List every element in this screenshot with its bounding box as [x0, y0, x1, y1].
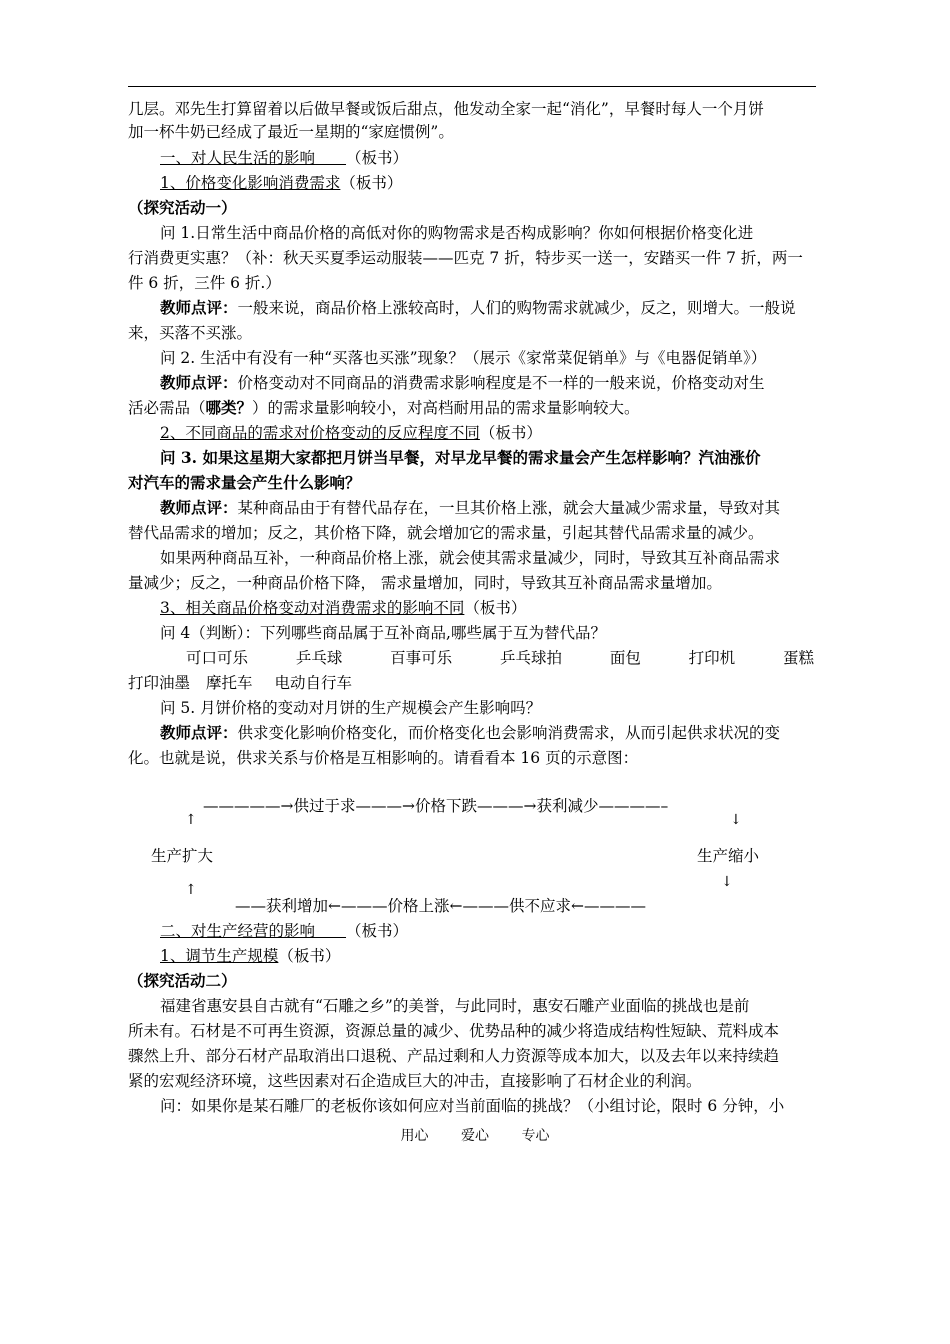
diagram-left-label: 生产扩大 — [151, 847, 214, 865]
diagram-right-label: 生产缩小 — [697, 847, 760, 865]
subheading-1-1: 1、价格变化影响消费需求（板书） — [160, 174, 403, 192]
header-rule — [128, 86, 816, 87]
list-item: 乒乓球 — [295, 649, 343, 667]
question-3-cont: 对汽车的需求量会产生什么影响？ — [128, 473, 361, 492]
paragraph-line: 骤然上升、部分石材产品取消出口退税、产品过剩和人力资源等成本加大，以及去年以来持续趋 — [128, 1047, 780, 1065]
question-5: 问 5. 月饼价格的变动对月饼的生产规模会产生影响吗？ — [160, 699, 542, 717]
teacher-comment-5-cont: 化。也就是说，供求关系与价格是互相影响的。请看看本 16 页的示意图： — [128, 749, 639, 767]
paragraph-line: 紧的宏观经济环境，这些因素对石企造成巨大的冲击，直接影响了石材企业的利润。 — [128, 1072, 702, 1090]
teacher-comment-3: 教师点评：某种商品由于有替代品存在，一旦其价格上涨，就会大量减少需求量，导致对其 — [160, 498, 781, 517]
up-arrow-icon: ↑ — [185, 882, 197, 898]
teacher-comment-3-cont: 替代品需求的增加；反之，其价格下降，就会增加它的需求量，引起其替代品需求量的减少。 — [128, 524, 764, 542]
paragraph-line: 如果两种商品互补，一种商品价格上涨，就会使其需求量减少，同时，导致其互补商品需求 — [160, 549, 781, 567]
question-1: 问 1.日常生活中商品价格的高低对你的购物需求是否构成影响？你如何根据价格变化进 — [160, 224, 754, 242]
activity-label-2: （探究活动二） — [128, 971, 237, 990]
list-item: 打印机 — [688, 649, 736, 667]
up-arrow-icon: ↑ — [185, 812, 197, 828]
teacher-comment-1: 教师点评：一般来说，商品价格上涨较高时，人们的购物需求就减少，反之，则增大。一般说 — [160, 298, 796, 317]
list-item: 打印油墨 — [128, 674, 191, 692]
page-footer — [0, 1125, 950, 1145]
teacher-comment-2-cont: 活必需品（哪类？）的需求量影响较小，对高档耐用品的需求量影响较大。 — [128, 398, 640, 417]
question-4: 问 4（判断）：下列哪些商品属于互补商品,哪些属于互为替代品？ — [160, 624, 606, 642]
question-1-cont: 行消费更实惠？（补：秋天买夏季运动服装——匹克 7 折，特步买一送一，安踏买一件 7 折，两一 — [128, 249, 803, 267]
teacher-comment-1-cont: 来，买落不买涨。 — [128, 324, 253, 342]
paragraph-line: 福建省惠安县自古就有“石雕之乡”的美誉，与此同时，惠安石雕产业面临的挑战也是前 — [160, 997, 750, 1015]
paragraph-line: 所未有。石材是不可再生资源，资源总量的减少、优势品种的减少将造成结构性短缺、荒料成本 — [128, 1022, 780, 1040]
down-arrow-icon: ↓ — [721, 874, 733, 890]
paragraph-line: 量减少；反之，一种商品价格下降， 需求量增加，同时，导致其互补商品需求量增加。 — [128, 574, 722, 592]
activity-label-1: （探究活动一） — [128, 198, 237, 217]
paragraph-line: 几层。邓先生打算留着以后做早餐或饭后甜点，他发动全家一起“消化”，早餐时每人一个月饼 — [128, 100, 764, 118]
diagram-top-row: —————→供过于求———→价格下跌———→获利减少————– — [203, 797, 669, 815]
teacher-comment-2: 教师点评：价格变动对不同商品的消费需求影响程度是不一样的一般来说，价格变动对生 — [160, 373, 765, 392]
product-list-row-1 — [186, 647, 814, 669]
list-item: 蛋糕 — [782, 649, 814, 667]
list-item: 百事可乐 — [390, 649, 453, 667]
down-arrow-icon: ↓ — [730, 812, 742, 828]
list-item: 摩托车 — [206, 674, 253, 692]
list-item: 电动自行车 — [274, 674, 353, 692]
footer-word: 专心 — [521, 1128, 550, 1144]
question-6: 问：如果你是某石雕厂的老板你该如何应对当前面临的挑战？（小组讨论，限时 6 分钟，小 — [160, 1097, 785, 1115]
list-item: 面包 — [609, 649, 641, 667]
question-1-cont: 件 6 折，三件 6 折.） — [128, 274, 281, 292]
question-2: 问 2. 生活中有没有一种“买落也买涨”现象？（展示《家常菜促销单》与《电器促销单》） — [160, 349, 767, 367]
paragraph-line: 加一杯牛奶已经成了最近一星期的“家庭惯例”。 — [128, 123, 454, 141]
subheading-1-3: 3、相关商品价格变动对消费需求的影响不同（板书） — [160, 599, 527, 617]
diagram-bottom-row: ——获利增加←———价格上涨←———供不应求←———— — [235, 897, 646, 915]
footer-word: 用心 — [400, 1128, 429, 1144]
teacher-comment-5: 教师点评：供求变化影响价格变化，而价格变化也会影响消费需求，从而引起供求状况的变 — [160, 723, 781, 742]
subheading-2-1: 1、调节生产规模（板书） — [160, 947, 341, 965]
subheading-1-2: 2、不同商品的需求对价格变动的反应程度不同（板书） — [160, 424, 542, 442]
product-list-row-2 — [128, 672, 818, 694]
list-item: 可口可乐 — [186, 649, 249, 667]
list-item: 乒乓球拍 — [499, 649, 562, 667]
question-3: 问 3. 如果这星期大家都把月饼当早餐，对早龙早餐的需求量会产生怎样影响？汽油涨价 — [160, 448, 761, 467]
section-heading-2: 二、对生产经营的影响 （板书） — [160, 922, 409, 940]
section-heading-1: 一、对人民生活的影响 （板书） — [160, 149, 409, 167]
footer-word: 爱心 — [461, 1128, 489, 1144]
